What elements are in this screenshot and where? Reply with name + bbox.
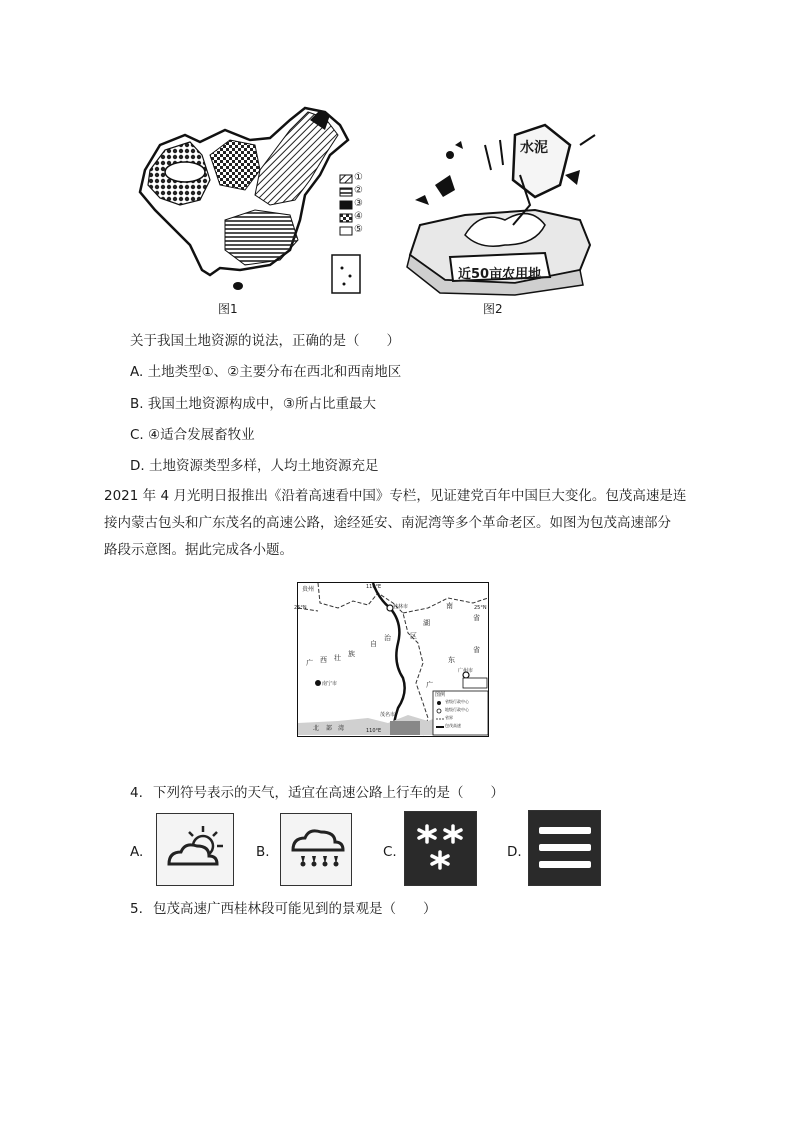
q4-option-c-letter[interactable]: C. [383, 844, 397, 860]
cement-bag-label: 水泥 [520, 140, 548, 156]
question-land-stem: 关于我国土地资源的说法，正确的是（ ） [130, 333, 400, 349]
legend-label-5: ⑤ [354, 224, 363, 235]
q4-number: 4. [130, 785, 143, 801]
passage-line-1: 2021 年 4 月光明日报推出《沿着高速看中国》专栏，见证建党百年中国巨大变化。包茂高速是连 [104, 488, 687, 504]
figure-1-china-land-map [130, 100, 370, 300]
legend-label-1: ① [354, 172, 363, 183]
map-label-dong: 东 [448, 656, 455, 664]
figure-1-caption: 图1 [218, 302, 238, 316]
map-legend-title: 图例 [435, 692, 446, 698]
question-land-option-c[interactable]: C. ④适合发展畜牧业 [130, 427, 255, 443]
map-city-nanning: 南宁市 [322, 681, 338, 687]
map-label-qu: 区 [410, 632, 417, 640]
passage-line-3: 路段示意图。据此完成各小题。 [104, 542, 293, 558]
map-lon-top: 110°E [366, 584, 382, 590]
passage-line-2: 接内蒙古包头和广东茂名的高速公路，途经延安、南泥湾等多个革命老区。如图为包茂高速部分 [104, 515, 671, 531]
map-label-xi: 西 [320, 656, 327, 664]
cloud-rain-icon [281, 814, 350, 884]
q4-option-d[interactable] [528, 810, 601, 886]
map-label-zi: 自 [370, 640, 377, 648]
q4-option-a-letter[interactable]: A. [130, 844, 144, 860]
map-label-hu: 湖 [423, 619, 430, 627]
sun-behind-cloud-icon [157, 814, 232, 884]
fog-lines-icon [529, 811, 599, 884]
q4-option-a[interactable] [156, 813, 234, 886]
map-label-bu: 部 [326, 725, 333, 732]
map-city-guilin: 桂林市 [393, 604, 409, 610]
highway-map [294, 582, 489, 737]
passage [104, 483, 704, 564]
figure-1-legend [354, 171, 363, 236]
map-label-sheng-2: 省 [473, 646, 480, 654]
figure-2-caption: 图2 [483, 302, 503, 316]
q5-number: 5. [130, 901, 143, 917]
legend-label-4: ④ [354, 211, 363, 222]
map-lat-left: 25°N [294, 605, 307, 611]
nanning-city-marker [315, 680, 321, 686]
map-label-bei: 北 [313, 725, 320, 732]
q4-option-d-letter[interactable]: D. [507, 844, 522, 860]
map-label-zhi: 治 [384, 634, 391, 642]
map-lat-right: 25°N [474, 605, 487, 611]
map-label-sheng-1: 省 [473, 614, 480, 622]
map-label-guang: 广 [306, 659, 313, 667]
map-label-nan: 南 [446, 602, 453, 610]
map-city-maoming: 茂名市 [380, 712, 396, 718]
q4-option-b-letter[interactable]: B. [256, 844, 270, 860]
q4-stem: 下列符号表示的天气，适宜在高速公路上行车的是（ ） [153, 785, 504, 801]
legend-label-2: ② [354, 185, 363, 196]
snowflakes-icon [405, 812, 475, 884]
map-legend-item-1: 省级行政中心 [445, 699, 469, 704]
map-label-wan: 湾 [338, 725, 345, 732]
question-land-option-b[interactable]: B. 我国土地资源构成中，③所占比重最大 [130, 396, 376, 412]
farmland-banner-label: 近50亩农用地 [458, 267, 542, 282]
map-label-zhuang: 壮 [334, 654, 341, 662]
map-legend-item-3: 省界 [445, 715, 453, 720]
map-lon-bottom: 110°E [366, 728, 382, 734]
question-land-option-d[interactable]: D. 土地资源类型多样，人均土地资源充足 [130, 458, 379, 474]
map-legend-item-4: 包茂高速 [445, 723, 461, 728]
legend-label-3: ③ [354, 198, 363, 209]
map-city-guangzhou: 广州市 [458, 668, 474, 674]
map-label-guang-2: 广 [426, 681, 433, 689]
map-label-guizhou: 贵州 [302, 586, 315, 593]
q5-stem: 包茂高速广西桂林段可能见到的景观是（ ） [153, 901, 437, 917]
map-label-zu: 族 [348, 650, 355, 658]
map-legend-item-2: 地级行政中心 [445, 707, 469, 712]
q4-option-b[interactable] [280, 813, 352, 886]
q4-option-c[interactable] [404, 811, 477, 886]
question-land-option-a[interactable]: A. 土地类型①、②主要分布在西北和西南地区 [130, 364, 402, 380]
